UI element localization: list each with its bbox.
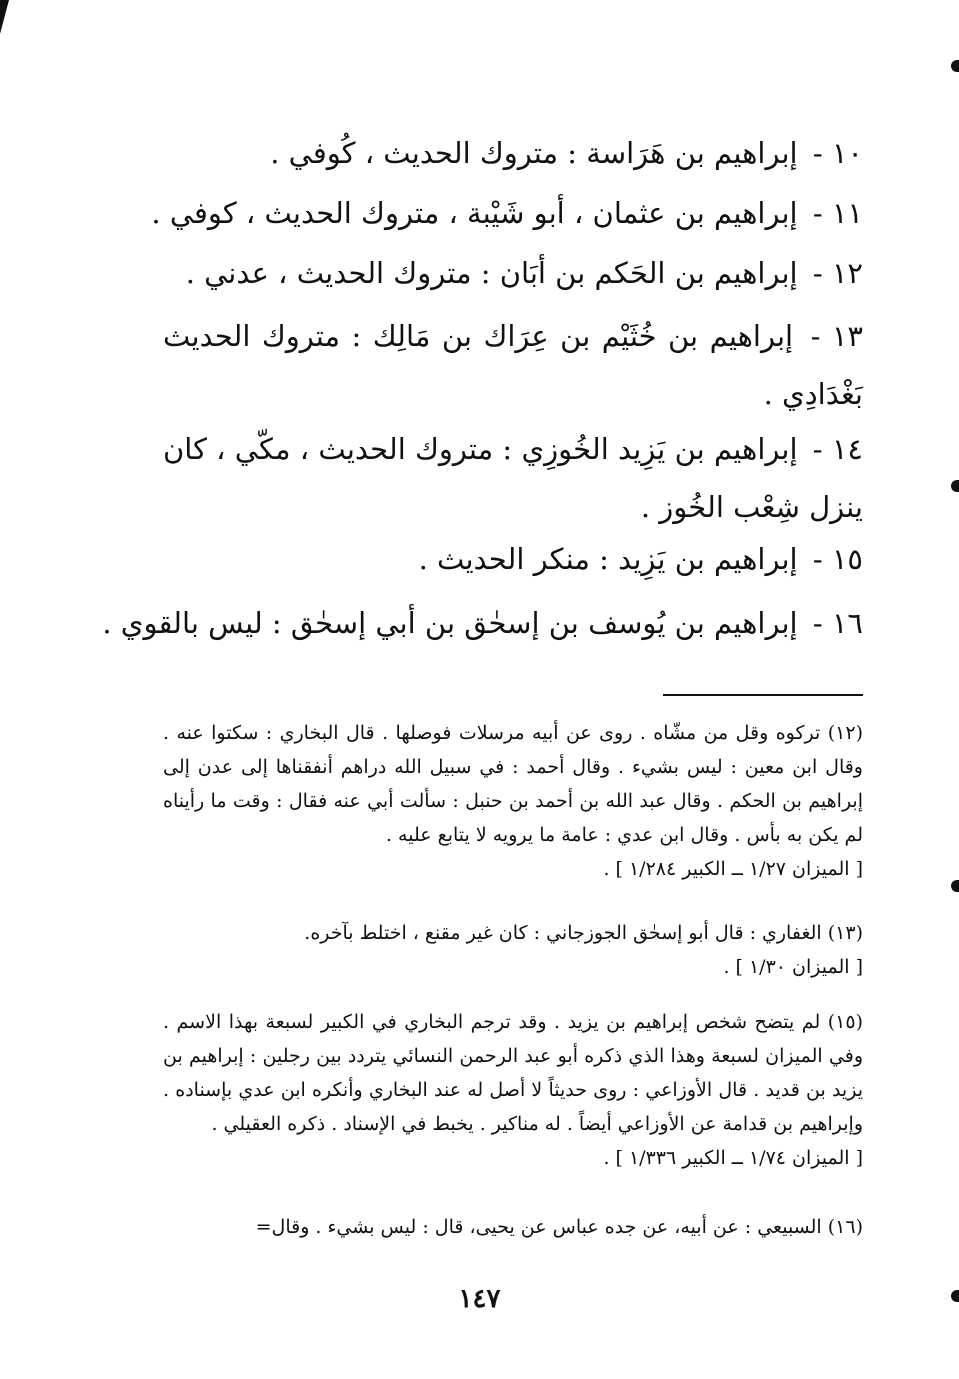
footnote-text: (١٦) السبيعي : عن أبيه، عن جده عباس عن يحيى، قال : ليس بشيء . وقال= [255,1216,863,1238]
footnote-reference: [ الميزان ١/٢٧ ــ الكبير ١/٢٨٤ ] . [603,858,863,880]
entry-text: إبراهيم بن هَرَاسة : متروك الحديث ، كُوفي . [270,136,798,170]
footnote-reference: [ الميزان ١/٧٤ ــ الكبير ١/٣٣٦ ] . [603,1147,863,1169]
entry-number: ١٦ - [812,606,863,640]
footnote-text: (١٢) تركوه وقل من مشّاه . روى عن أبيه مرسلات فوصلها . قال البخاري : سكتوا عنه . وقال ابن معين : ليس بشيء . وقال أحمد : في سبيل الله دراهم أنفقناها إلى عدن إلى إبراهيم بن الحكم . وقال عبد الله بن أحمد بن حنبل : سألت أبي عنه فقال : وقت ما رأيناه لم يكن به بأس . وقال ابن عدي : عامة ما يرويه لا يتابع عليه . [163,722,863,846]
entry-16 [102,594,863,652]
footnote-13 [163,916,863,984]
scan-corner-mark [0,0,9,34]
entry-text: إبراهيم بن عثمان ، أبو شَيْبة ، متروك الحديث ، كوفي . [151,196,798,230]
entry-number: ١٣ - [810,319,863,353]
footnote-16 [163,1210,863,1244]
entry-number: ١٢ - [812,256,863,290]
entry-number: ١٤ - [812,432,863,466]
entry-text: إبراهيم بن يُوسف بن إسحٰق بن أبي إسحٰق : ليس بالقوي . [102,606,798,640]
entry-15 [163,530,863,588]
entry-13 [163,307,863,423]
entry-number: ١٥ - [812,542,863,576]
footnote-text: (١٣) الغفاري : قال أبو إسحٰق الجوزجاني : كان غير مقنع ، اختلط بآخره. [304,922,863,944]
footnote-text: (١٥) لم يتضح شخص إبراهيم بن يزيد . وقد ترجم البخاري في الكبير لسبعة بهذا الاسم . وفي الميزان لسبعة وهذا الذي ذكره أبو عبد الرحمن النسائي يتردد بين رجلين : إبراهيم بن يزيد بن قديد . قال الأوزاعي : روى حديثاً لا أصل له عند البخاري وأنكره ابن عدي بإسناده . وإبراهيم بن قدامة عن الأوزاعي أيضاً . له مناكير . يخبط في الإسناد . ذكره العقيلي . [163,1011,863,1135]
entry-11 [151,184,863,242]
footnote-12 [163,716,863,886]
entry-number: ١١ - [812,196,863,230]
footnote-15 [163,1005,863,1175]
scan-edge-mark [951,480,959,492]
scan-edge-mark [951,60,959,72]
scan-edge-mark [951,880,959,892]
entry-text: إبراهيم بن يَزِيد الخُوزِي : متروك الحديث ، مكّي ، كان ينزل شِعْب الخُوز . [163,432,863,524]
entry-text: إبراهيم بن الحَكم بن أبَان : متروك الحديث ، عدني . [185,256,798,290]
entry-14 [163,420,863,536]
footnote-reference: [ الميزان ١/٣٠ ] . [723,956,863,978]
entry-text: إبراهيم بن يَزِيد : منكر الحديث . [418,542,798,576]
entry-10 [163,124,863,182]
entry-12 [163,244,863,302]
entry-number: ١٠ - [812,136,863,170]
footnote-separator [663,694,863,696]
page-number: ١٤٧ [458,1284,501,1314]
entry-text: إبراهيم بن خُثَيْم بن عِرَاك بن مَالِك : متروك الحديث بَغْدَادِي . [163,319,863,411]
